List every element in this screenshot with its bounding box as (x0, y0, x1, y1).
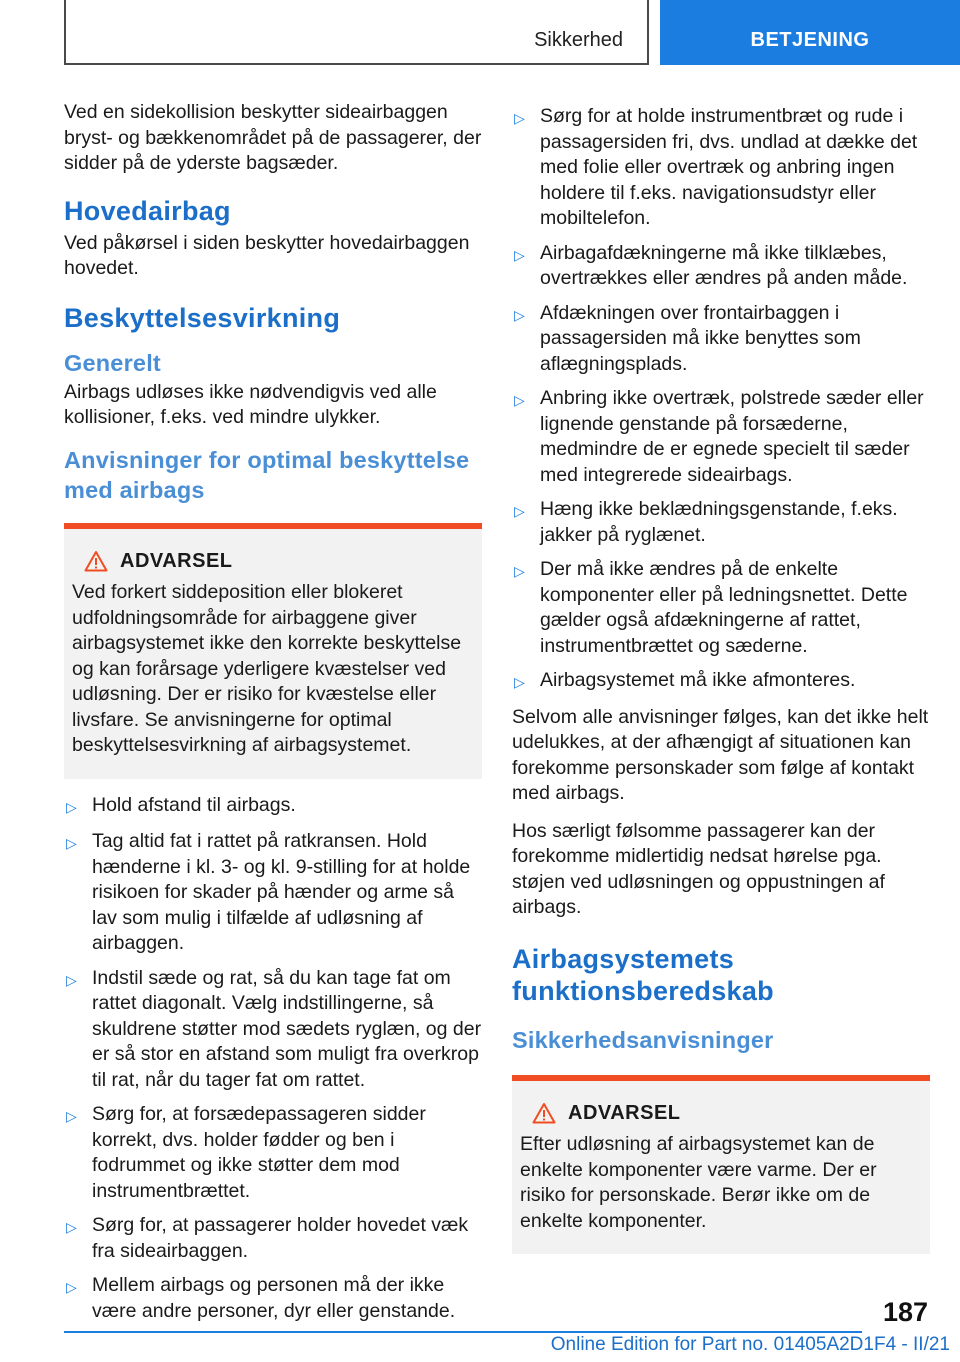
list-item: ▷ Hold afstand til airbags. (64, 793, 482, 821)
footer-edition-link[interactable]: Online Edition for Part no. 01405A2D1F4 - II/21 (550, 1334, 950, 1355)
list-item: ▷ Airbagsystemet må ikke afmonteres. (512, 668, 930, 696)
warning-header (72, 549, 474, 575)
list-item: ▷ Indstil sæde og rat, så du kan tage fat om rattet diagonalt. Vælg indstillingerne, så skuldrene støtter mod sædets ryglæn, og der er så stor en afstand som muligt fra overkrop til rat, når du tager fat om rattet. (64, 966, 482, 1094)
triangle-bullet-icon: ▷ (514, 246, 525, 263)
header-chapter-tab[interactable] (660, 0, 960, 65)
triangle-bullet-icon: ▷ (66, 798, 77, 815)
heading-sikkerhedsanvisninger: Sikkerhedsanvisninger (512, 1026, 774, 1053)
list-item: ▷ Hæng ikke beklædningsgenstande, f.eks. jakker på ryglænet. (512, 497, 930, 548)
list-item: ▷ Anbring ikke overtræk, polstrede sæder eller lignende genstande på forsæderne, medmindre de er egnede specielt til sæder med integrerede sideairbags. (512, 386, 930, 488)
heading-hovedairbag: Hovedairbag (64, 195, 231, 226)
triangle-bullet-icon: ▷ (514, 674, 525, 690)
heading-beskyttelsesvirkning: Beskyttelsesvirkning (64, 302, 341, 333)
heading-funktionsberedskab: Airbagsystemets funktionsberedskab (512, 943, 774, 1006)
paragraph-hovedairbag: Ved påkørsel i siden beskytter hovedairbaggen hovedet. (64, 231, 470, 279)
heading-generelt: Generelt (64, 349, 161, 376)
intro-paragraph: Ved en sidekollision beskytter sideairbaggen bryst- og bækkenområdet på de passagerer, der sidder på de yderste bagsæder. (64, 101, 482, 174)
warning-header (520, 1101, 922, 1127)
list-item: ▷ Mellem airbags og personen må der ikke være andre personer, dyr eller genstande. (64, 1273, 482, 1324)
warning-text: Ved forkert siddeposition eller blokeret udfoldningsområde for airbaggene giver airbagsystemet ikke den korrekte beskyttelse og kan forårsage yderligere kvæstelser ved udløsning. Der er risiko for kvæstelse eller livsfare. Se anvisningerne for optimal beskyttelsesvirkning af airbagsystemet. (72, 581, 462, 756)
triangle-bullet-icon: ▷ (514, 503, 525, 519)
list-item: ▷ Airbagafdækningerne må ikke tilklæbes, overtrækkes eller ændres på anden måde. (512, 241, 930, 292)
triangle-bullet-icon: ▷ (514, 392, 525, 408)
bullet-list-left (64, 793, 482, 1325)
left-column (64, 100, 482, 1333)
list-item: ▷ Afdækningen over frontairbaggen i passagersiden må ikke benyttes som aflægningsplads. (512, 301, 930, 378)
triangle-bullet-icon: ▷ (66, 1219, 77, 1235)
warning-title: ADVARSEL (568, 1101, 681, 1124)
triangle-bullet-icon: ▷ (514, 563, 525, 579)
right-column (512, 104, 930, 1268)
warning-triangle-icon (84, 550, 108, 572)
paragraph-hos: Hos særligt følsomme passagerer kan der forekomme midlertidig nedsat hørelse pga. støjen ved udløsningen og oppustningen af airbags. (512, 819, 885, 918)
warning-title: ADVARSEL (120, 549, 233, 572)
warning-text: Efter udløsning af airbagsystemet kan de enkelte komponenter være varme. Der er risiko for personskade. Berør ikke om de enkelte komponenter. (520, 1133, 877, 1232)
warning-triangle-icon (532, 1102, 556, 1124)
page-number: 187 (882, 1297, 928, 1327)
triangle-bullet-icon: ▷ (66, 1279, 77, 1295)
list-item: ▷ Sørg for, at forsædepassageren sidder korrekt, dvs. holder fødder og ben i fodrummet og ikke støtter dem mod instrumentbrættet. (64, 1102, 482, 1204)
triangle-bullet-icon: ▷ (66, 1108, 77, 1124)
list-item: ▷ Der må ikke ændres på de enkelte komponenter eller på ledningsnettet. Dette gælder også afdækningerne af rattet, instrumentbrættet og sæderne. (512, 557, 930, 659)
list-item: ▷ Tag altid fat i rattet på ratkransen. Hold hænderne i kl. 3- og kl. 9-stilling for at holde risikoen for skader på hænder og arme så lav som mulig i tilfælde af udløsning af airbaggen. (64, 829, 482, 957)
paragraph-selvom: Selvom alle anvisninger følges, kan det ikke helt udelukkes, at der afhængigt af situationen kan forekomme personskader som følge af kontakt med airbags. (512, 705, 929, 804)
heading-anvisninger: Anvisninger for optimal beskyttelse med airbags (64, 446, 470, 503)
triangle-bullet-icon: ▷ (514, 110, 525, 126)
footer-divider (64, 1331, 862, 1333)
warning-box-right (512, 1075, 930, 1255)
paragraph-generelt: Airbags udløses ikke nødvendigvis ved alle kollisioner, f.eks. ved mindre ulykker. (64, 380, 437, 428)
bullet-list-right (512, 104, 930, 696)
triangle-bullet-icon: ▷ (514, 306, 525, 323)
triangle-bullet-icon: ▷ (66, 971, 77, 988)
warning-box-left (64, 523, 482, 779)
header-section-title: Sikkerhed (534, 29, 623, 51)
header-section-box (64, 0, 649, 65)
list-item: ▷ Sørg for at holde instrumentbræt og rude i passagersiden fri, dvs. undlad at dække det med folie eller overtræk og anbring ingen holdere til f.eks. navigationsudstyr eller mobiltelefon. (512, 104, 930, 232)
triangle-bullet-icon: ▷ (66, 835, 77, 851)
header-chapter-label: BETJENING (750, 29, 870, 51)
list-item: ▷ Sørg for, at passagerer holder hovedet væk fra sideairbaggen. (64, 1213, 482, 1264)
